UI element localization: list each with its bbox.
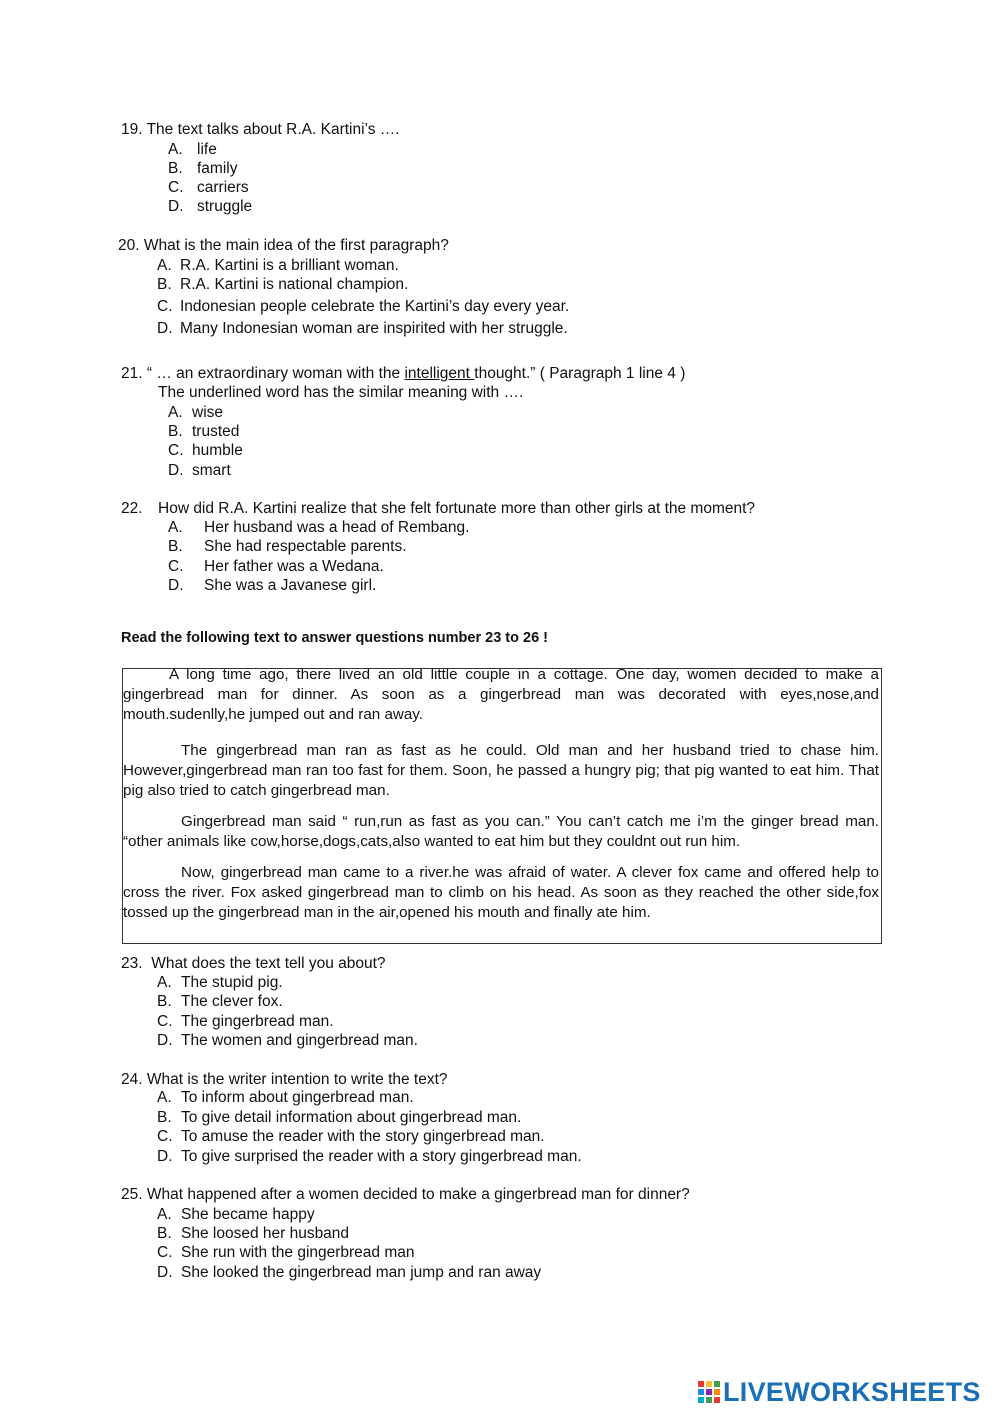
option-a[interactable]: A. life bbox=[168, 141, 217, 158]
option-d[interactable]: D. The women and gingerbread man. bbox=[157, 1032, 418, 1049]
option-b[interactable]: B. R.A. Kartini is national champion. bbox=[157, 276, 409, 293]
option-b[interactable]: B. family bbox=[168, 160, 238, 177]
option-c[interactable]: C. She run with the gingerbread man bbox=[157, 1244, 415, 1261]
option-a[interactable]: A. R.A. Kartini is a brilliant woman. bbox=[157, 257, 399, 274]
option-d[interactable]: D. To give surprised the reader with a story gingerbread man. bbox=[157, 1148, 582, 1165]
option-a[interactable]: A. To inform about gingerbread man. bbox=[157, 1089, 414, 1106]
option-b[interactable]: B. To give detail information about gingerbread man. bbox=[157, 1109, 522, 1126]
option-c[interactable]: C. carriers bbox=[168, 179, 249, 196]
option-b[interactable]: B. She loosed her husband bbox=[157, 1225, 350, 1242]
option-a[interactable]: A. wise bbox=[168, 404, 224, 421]
passage-paragraph-4: Now, gingerbread man came to a river.he was afraid of water. A clever fox came and offered help to cross the river. Fox asked gingerbread man to climb on his head. As soon as they reached the other side,fox tossed up the gingerbread man in the air,opened his mouth and finally ate him. bbox=[123, 864, 879, 921]
option-b[interactable]: B. She had respectable parents. bbox=[168, 538, 407, 555]
option-a[interactable]: A. Her husband was a head of Rembang. bbox=[168, 519, 470, 536]
liveworksheets-mark-icon bbox=[697, 1380, 721, 1404]
passage-paragraph-2: The gingerbread man ran as fast as he could. Old man and her husband tried to chase him. However,gingerbread man ran too fast for them. Soon, he passed a hungry pig; that pig wanted to eat him. That pig also tried to catch gingerbread man. bbox=[123, 742, 879, 799]
reading-instruction: Read the following text to answer questions number 23 to 26 ! bbox=[121, 630, 549, 646]
question-text: 21. “ … an extraordinary woman with the intelligent thought.” ( Paragraph 1 line 4 ) bbox=[121, 365, 686, 382]
question-text: 22. How did R.A. Kartini realize that she felt fortunate more than other girls at the moment? bbox=[121, 500, 756, 517]
option-c[interactable]: C. humble bbox=[168, 442, 243, 459]
option-a[interactable]: A. She became happy bbox=[157, 1206, 315, 1223]
question-text: 23. What does the text tell you about? bbox=[121, 955, 386, 972]
passage-paragraph-1: A long time ago, there lived an old little couple in a cottage. One day, women decided to make a gingerbread man for dinner. As soon as a gingerbread man was decorated with eyes,nose,and mouth.sudenlly,he jumped out and ran away. bbox=[123, 668, 879, 723]
question-text: 24. What is the writer intention to write the text? bbox=[121, 1071, 448, 1088]
option-c[interactable]: C. Her father was a Wedana. bbox=[168, 558, 384, 575]
option-d[interactable]: D. struggle bbox=[168, 198, 253, 215]
option-d[interactable]: D. smart bbox=[168, 462, 231, 479]
option-c[interactable]: C. The gingerbread man. bbox=[157, 1013, 334, 1030]
option-a[interactable]: A. The stupid pig. bbox=[157, 974, 283, 991]
question-text: 25. What happened after a women decided to make a gingerbread man for dinner? bbox=[121, 1186, 690, 1203]
option-d[interactable]: D. She looked the gingerbread man jump and ran away bbox=[157, 1264, 542, 1281]
option-d[interactable]: D. She was a Javanese girl. bbox=[168, 577, 377, 594]
passage-paragraph-3: Gingerbread man said “ run,run as fast as you can.” You can’t catch me i’m the ginger bread man. “other animals like cow,horse,dogs,cats,also wanted to eat him but they couldnt out run him. bbox=[123, 813, 879, 850]
question-text: 19. The text talks about R.A. Kartini’s …. bbox=[121, 121, 400, 138]
question-subtext: The underlined word has the similar meaning with …. bbox=[158, 384, 524, 401]
reading-passage-box bbox=[122, 668, 882, 944]
question-text: 20. What is the main idea of the first paragraph? bbox=[118, 237, 449, 254]
option-d[interactable]: D. Many Indonesian woman are inspirited with her struggle. bbox=[157, 320, 568, 337]
option-b[interactable]: B. The clever fox. bbox=[157, 993, 283, 1010]
logo-text: LIVEWORKSHEETS bbox=[723, 1377, 981, 1407]
option-c[interactable]: C. Indonesian people celebrate the Kartini’s day every year. bbox=[157, 298, 570, 315]
underlined-word: intelligent bbox=[404, 365, 475, 382]
option-c[interactable]: C. To amuse the reader with the story gingerbread man. bbox=[157, 1128, 545, 1145]
option-b[interactable]: B. trusted bbox=[168, 423, 240, 440]
